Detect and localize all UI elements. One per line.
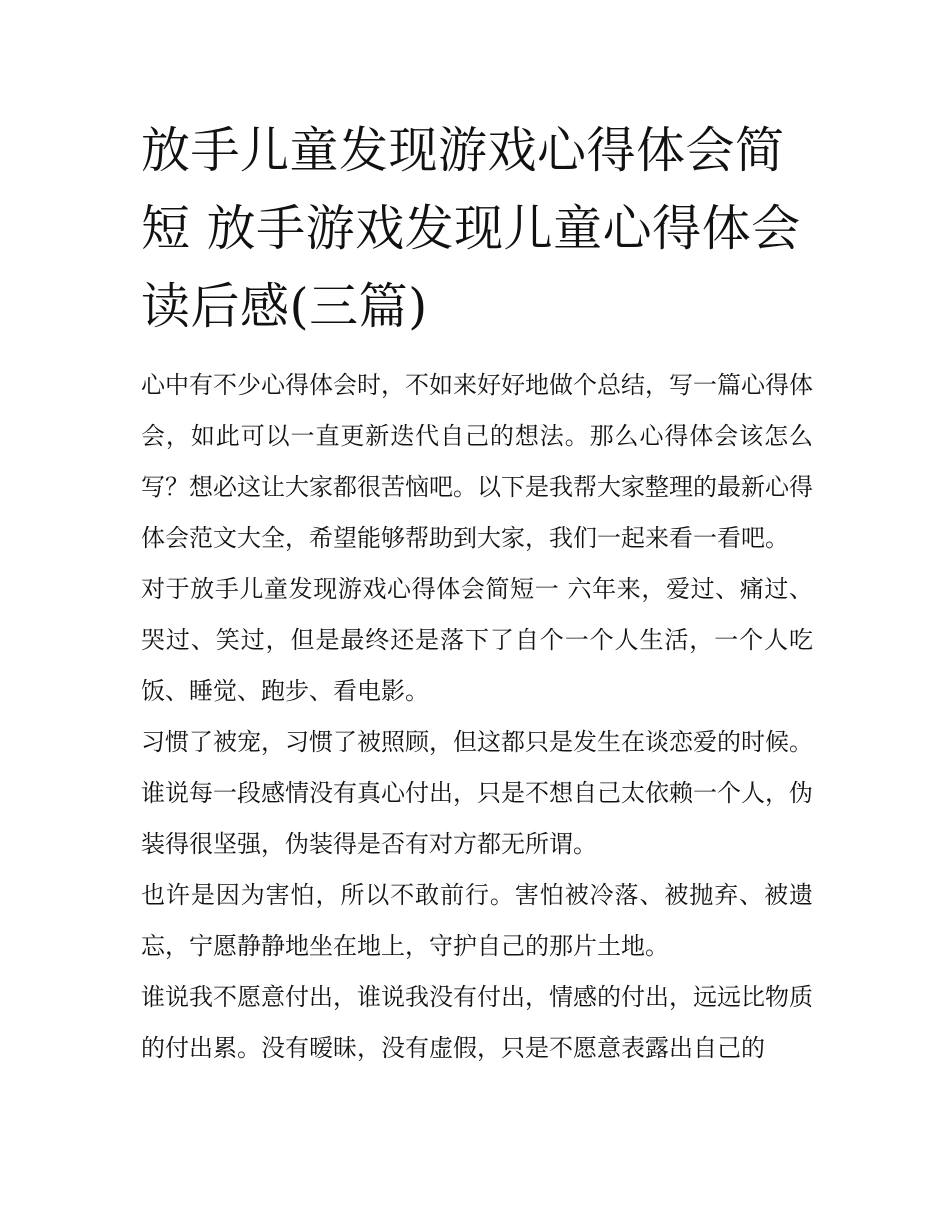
paragraph-2: 习惯了被宠，习惯了被照顾，但这都只是发生在谈恋爱的时候。谁说每一段感情没有真心付出，只是不想自己太依赖一个人，伪装得很坚强，伪装得是否有对方都无所谓。 [141,728,813,858]
paragraph-intro: 心中有不少心得体会时，不如来好好地做个总结，写一篇心得体会，如此可以一直更新迭代自己的想法。那么心得体会该怎么写？想必这让大家都很苦恼吧。以下是我帮大家整理的最新心得体会范文大全，希望能够帮助到大家，我们一起来看一看吧。 [141,371,813,552]
document-title: 放手儿童发现游戏心得体会简短 放手游戏发现儿童心得体会读后感(三篇) [141,122,801,335]
paragraph-3: 也许是因为害怕，所以不敢前行。害怕被冷落、被抛弃、被遗忘，宁愿静静地坐在地上，守护自己的那片土地。 [141,881,813,960]
paragraph-1: 对于放手儿童发现游戏心得体会简短一 六年来，爱过、痛过、哭过、笑过，但是最终还是落下了自个一个人生活，一个人吃饭、睡觉、跑步、看电影。 [141,575,813,705]
paragraph-4: 谁说我不愿意付出，谁说我没有付出，情感的付出，远远比物质的付出累。没有暧昧，没有虚假，只是不愿意表露出自己的 [141,983,813,1062]
document-page [141,112,813,1074]
